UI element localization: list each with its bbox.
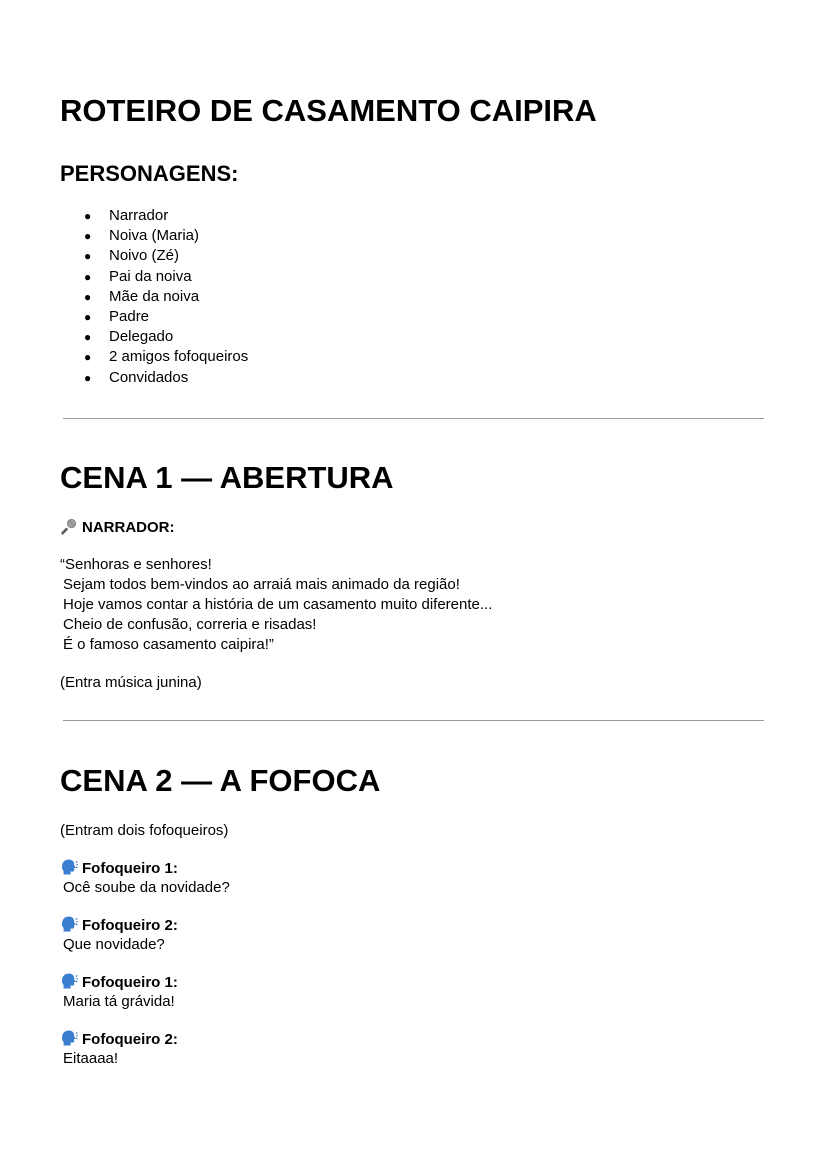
dialogue-speaker: [60, 915, 178, 936]
dialogue-line: Eitaaaa!: [63, 1050, 119, 1067]
dialogue-line: Que novidade?: [63, 936, 165, 953]
speaker-name: Fofoqueiro 1:: [82, 860, 178, 877]
dialogue-line: Maria tá grávida!: [63, 993, 175, 1010]
character-name: Convidados: [109, 368, 189, 386]
bullet-icon: ●: [84, 229, 92, 244]
narrator-line: Sejam todos bem-vindos ao arraiá mais animado da região!: [63, 576, 460, 593]
list-item: [60, 307, 248, 327]
speaker-name: NARRADOR:: [82, 519, 175, 536]
narrator-speaker-label: [60, 517, 175, 538]
narrator-line: É o famoso casamento caipira!”: [63, 636, 274, 653]
speaker-name: Fofoqueiro 2:: [82, 917, 178, 934]
dialogue-speaker: [60, 1029, 178, 1050]
character-name: Padre: [109, 307, 150, 325]
narrator-line: Cheio de confusão, correria e risadas!: [63, 616, 317, 633]
list-item: [60, 368, 248, 388]
dialogue-speaker: [60, 972, 178, 993]
speaking-head-icon: [60, 972, 78, 990]
scene-2-title: CENA 2 — A FOFOCA: [60, 763, 381, 798]
bullet-icon: ●: [84, 209, 92, 223]
character-name: Pai da noiva: [109, 267, 192, 285]
document-title: ROTEIRO DE CASAMENTO CAIPIRA: [60, 93, 597, 128]
character-name: Delegado: [109, 328, 174, 346]
character-name: 2 amigos fofoqueiros: [109, 348, 249, 366]
list-item: [60, 287, 248, 307]
horizontal-divider: [63, 720, 764, 721]
characters-heading: PERSONAGENS:: [60, 161, 239, 186]
narrator-line: Hoje vamos contar a história de um casamento muito diferente...: [63, 596, 493, 613]
bullet-icon: ●: [84, 350, 92, 365]
dialogue-speaker: [60, 858, 178, 879]
list-item: [60, 246, 248, 266]
bullet-icon: ●: [84, 249, 92, 264]
scene-1-title: CENA 1 — ABERTURA: [60, 460, 394, 495]
list-item: [60, 206, 248, 226]
horizontal-divider: [63, 418, 764, 419]
bullet-icon: ●: [84, 370, 92, 385]
list-item: [60, 347, 248, 367]
characters-list: [60, 206, 248, 388]
microphone-icon: [60, 517, 78, 535]
stage-direction: (Entra música junina): [60, 674, 202, 691]
list-item: [60, 226, 248, 246]
bullet-icon: ●: [84, 330, 92, 345]
character-name: Narrador: [109, 207, 169, 224]
speaker-name: Fofoqueiro 2:: [82, 1031, 178, 1048]
bullet-icon: ●: [84, 269, 92, 284]
character-name: Noivo (Zé): [109, 247, 180, 265]
stage-direction: (Entram dois fofoqueiros): [60, 822, 229, 839]
speaker-name: Fofoqueiro 1:: [82, 974, 178, 991]
character-name: Mãe da noiva: [109, 287, 200, 305]
bullet-icon: ●: [84, 309, 92, 324]
bullet-icon: ●: [84, 289, 92, 304]
speaking-head-icon: [60, 858, 78, 876]
narrator-line: “Senhoras e senhores!: [60, 556, 212, 573]
speaking-head-icon: [60, 915, 78, 933]
speaking-head-icon: [60, 1029, 78, 1047]
list-item: [60, 267, 248, 287]
dialogue-line: Ocê soube da novidade?: [63, 879, 230, 896]
character-name: Noiva (Maria): [109, 227, 200, 245]
list-item: [60, 327, 248, 347]
